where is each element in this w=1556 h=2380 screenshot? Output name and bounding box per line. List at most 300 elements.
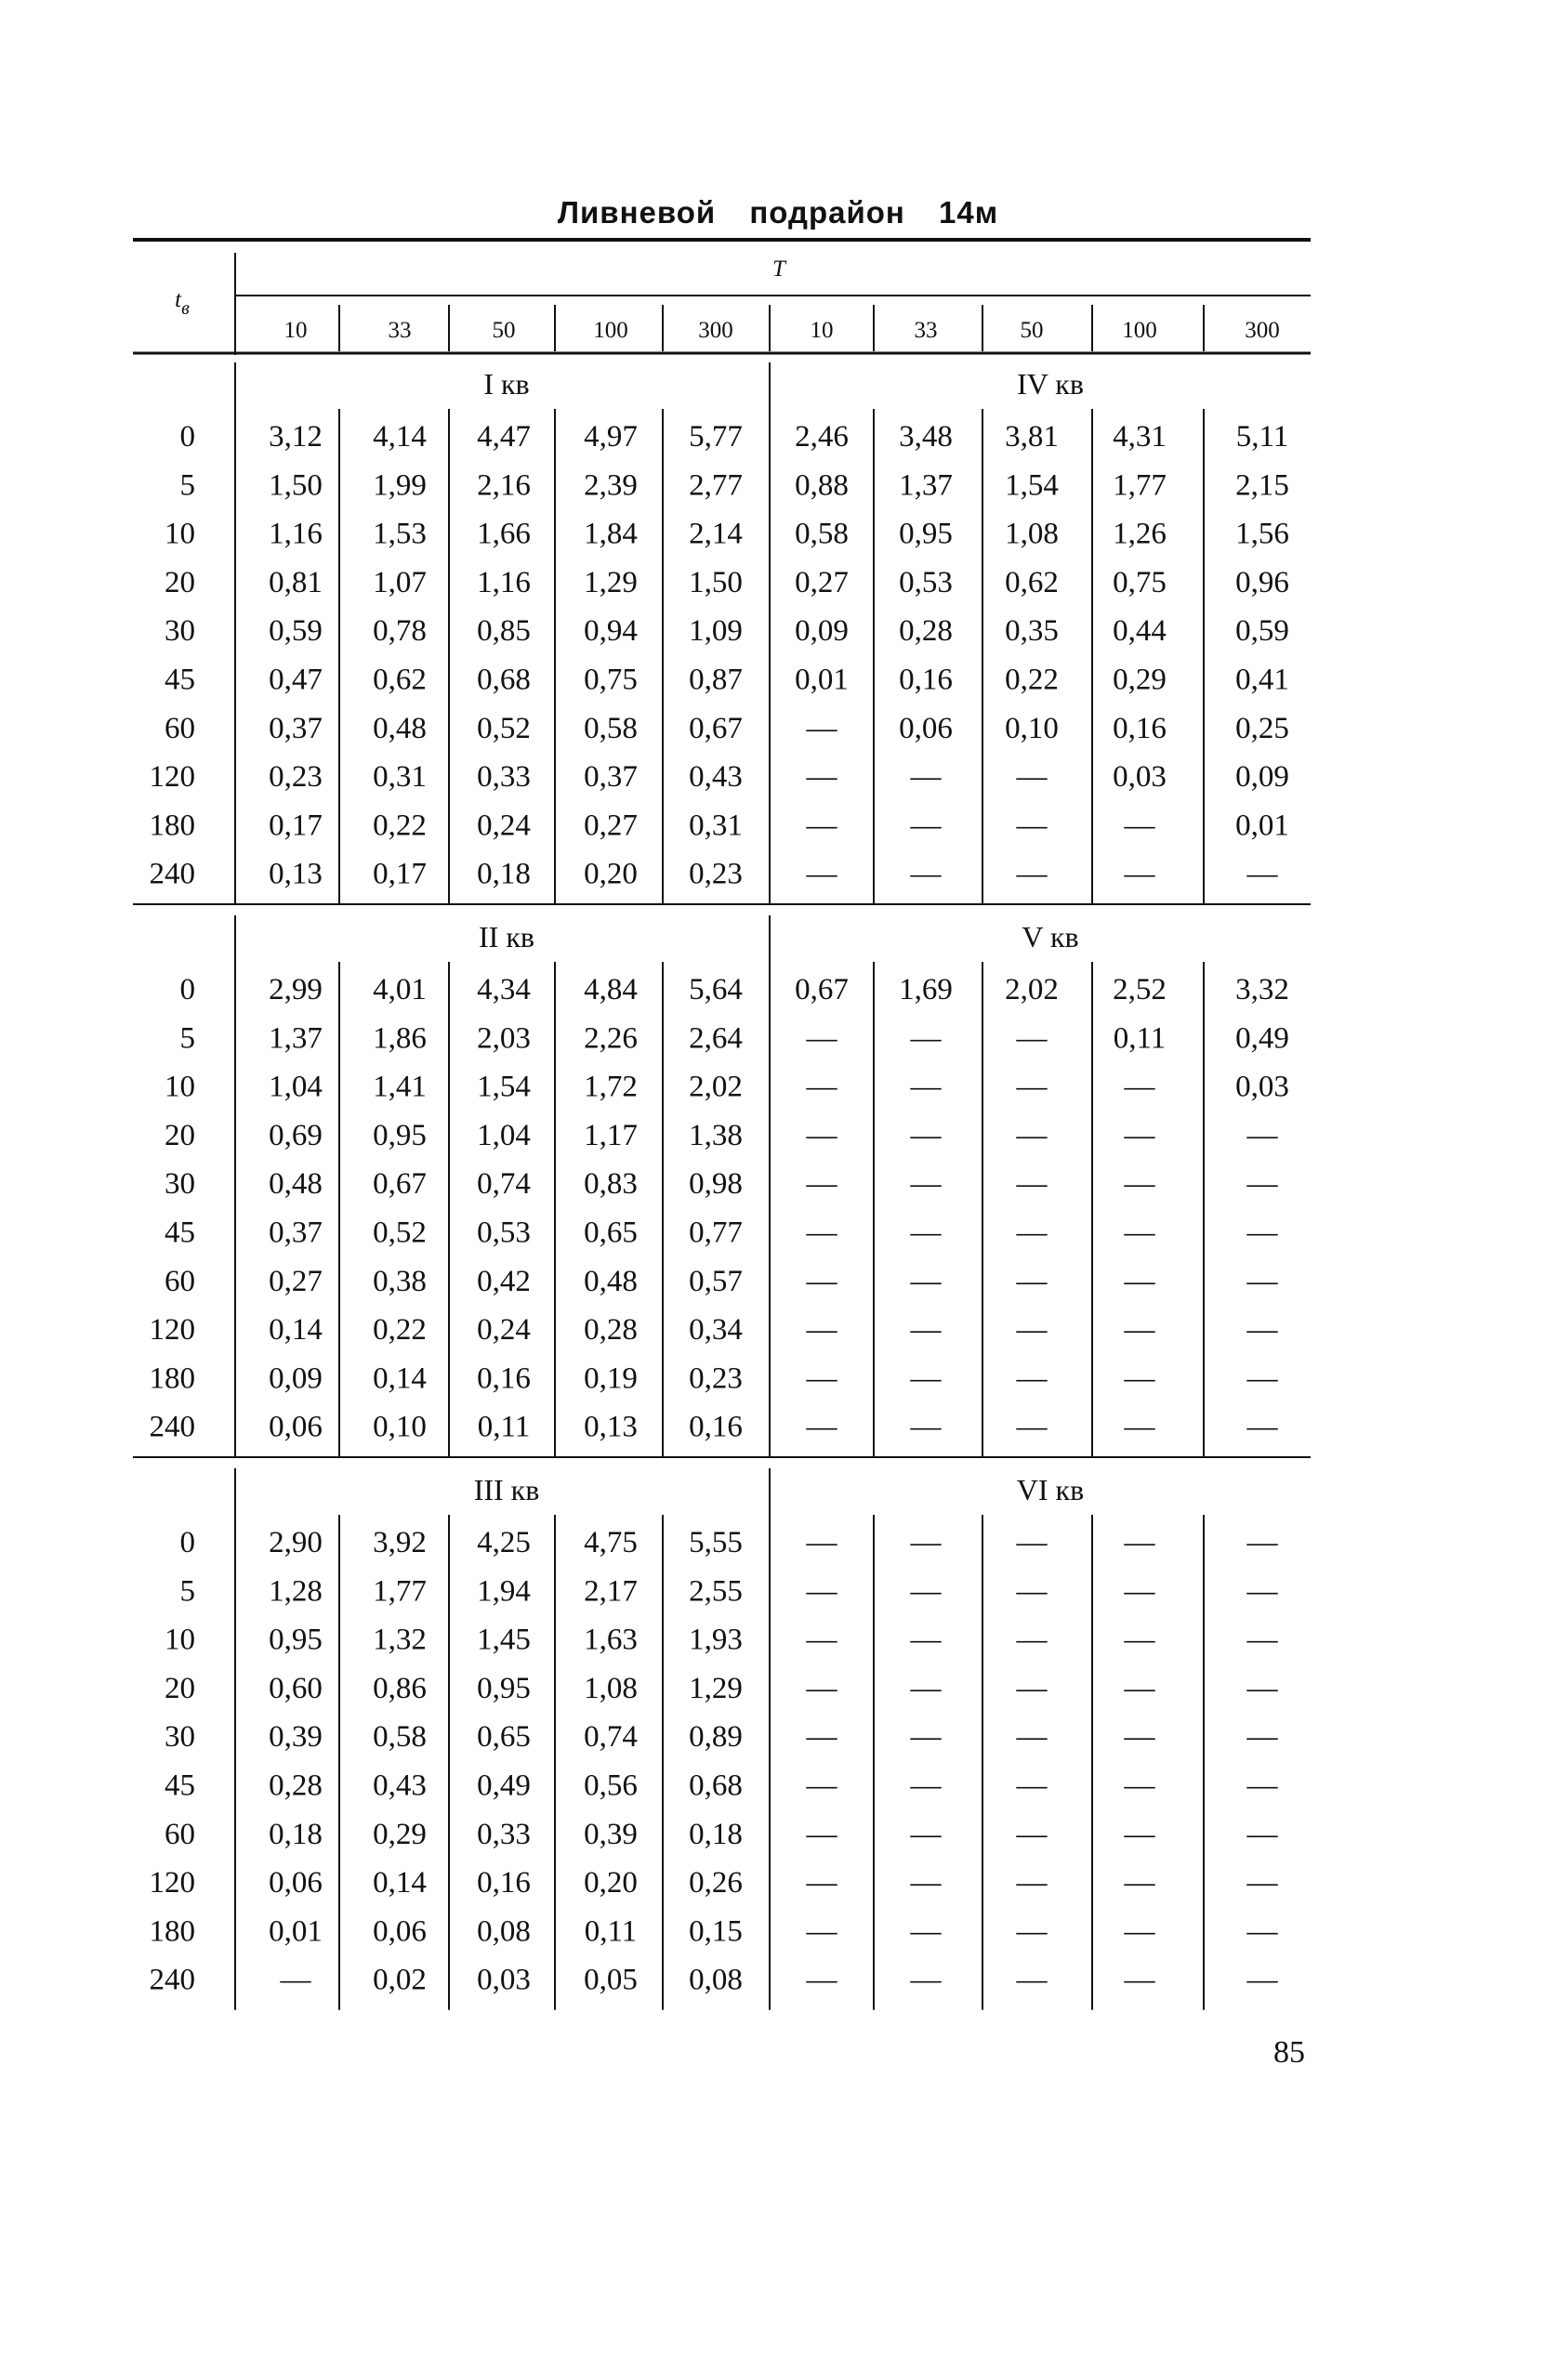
- row-label: 10: [165, 1070, 195, 1104]
- table-cell: 0,58: [795, 517, 849, 551]
- table-cell: 0,06: [269, 1866, 323, 1900]
- table-cell: 0,41: [1235, 663, 1289, 697]
- table-cell: 2,99: [269, 973, 323, 1006]
- table-cell: —: [1246, 1167, 1278, 1202]
- table-cell: 0,26: [689, 1866, 743, 1900]
- table-cell: 0,95: [373, 1118, 427, 1152]
- table-cell: 1,54: [1005, 468, 1059, 503]
- table-cell: 0,56: [584, 1769, 638, 1803]
- table-cell: —: [1016, 1361, 1048, 1396]
- table-cell: —: [910, 857, 942, 891]
- table-cell: —: [910, 1914, 942, 1949]
- row-label-header: $t_в$: [175, 287, 190, 319]
- table-cell: —: [1246, 857, 1278, 891]
- table-body: [150, 367, 1289, 1997]
- table-cell: —: [1246, 1216, 1278, 1250]
- table-cell: 1,54: [477, 1070, 531, 1104]
- table-cell: —: [1246, 1264, 1278, 1298]
- table-cell: —: [1124, 1216, 1155, 1250]
- table-cell: 3,81: [1005, 420, 1059, 454]
- table-cell: —: [1016, 1264, 1048, 1298]
- table-cell: 1,41: [373, 1070, 427, 1104]
- table-cell: —: [1124, 1118, 1155, 1152]
- table-cell: 0,35: [1005, 614, 1059, 649]
- table-cell: 0,87: [689, 663, 743, 697]
- table-cell: 0,81: [269, 565, 323, 599]
- table-cell: —: [1124, 857, 1155, 891]
- table-cell: 1,77: [373, 1574, 427, 1609]
- table-cell: 0,05: [584, 1963, 638, 1997]
- table-cell: 0,48: [584, 1264, 638, 1298]
- table-cell: —: [1124, 1410, 1155, 1444]
- table-cell: 0,94: [584, 614, 638, 649]
- table-cell: 2,02: [1005, 973, 1059, 1006]
- table-cell: —: [1016, 1817, 1048, 1851]
- table-cell: 3,92: [373, 1526, 427, 1559]
- table-cell: 0,18: [269, 1817, 323, 1851]
- table-cell: 0,18: [477, 857, 531, 891]
- table-cell: —: [1124, 1963, 1155, 1997]
- table-cell: 0,22: [373, 809, 427, 843]
- table-cell: —: [910, 1410, 942, 1444]
- table-cell: —: [1124, 1720, 1155, 1755]
- table-cell: —: [1016, 1526, 1048, 1559]
- table-cell: 1,28: [269, 1574, 323, 1609]
- table-cell: 1,04: [477, 1118, 531, 1152]
- table-cell: —: [806, 1361, 837, 1396]
- table-cell: —: [910, 1021, 942, 1056]
- table-cell: 0,88: [795, 468, 849, 503]
- table-cell: 0,17: [269, 809, 323, 843]
- table-cell: 0,13: [269, 857, 323, 891]
- table-cell: —: [806, 1963, 837, 1997]
- table-cell: 5,77: [689, 420, 743, 454]
- table-cell: 1,99: [373, 468, 427, 503]
- table-cell: 1,69: [899, 973, 953, 1006]
- row-label: 30: [165, 1167, 195, 1202]
- table-cell: —: [1016, 1216, 1048, 1250]
- row-label: 180: [149, 1914, 195, 1949]
- table-cell: 0,09: [269, 1361, 323, 1396]
- table-cell: 0,23: [689, 857, 743, 891]
- row-label: 240: [149, 1410, 195, 1444]
- table-cell: 0,14: [373, 1361, 427, 1396]
- table-cell: 1,84: [584, 517, 638, 551]
- table-cell: —: [806, 1671, 837, 1705]
- table-cell: —: [910, 1769, 942, 1803]
- table-cell: —: [806, 857, 837, 891]
- table-cell: 0,22: [373, 1313, 427, 1348]
- table-cell: —: [1124, 1866, 1155, 1900]
- table-cell: 0,49: [477, 1769, 531, 1803]
- table-cell: —: [1124, 1264, 1155, 1298]
- table-cell: 1,93: [689, 1623, 743, 1657]
- row-label: 30: [165, 614, 195, 649]
- table-cell: 0,37: [269, 711, 323, 745]
- table-cell: 3,12: [269, 420, 323, 454]
- table-cell: 0,58: [584, 711, 638, 745]
- table-cell: 4,47: [477, 420, 531, 454]
- table-cell: 1,04: [269, 1070, 323, 1104]
- table-cell: 0,48: [269, 1167, 323, 1202]
- table-cell: 0,48: [373, 711, 427, 745]
- table-cell: 2,55: [689, 1574, 743, 1609]
- table-cell: 0,25: [1235, 711, 1289, 745]
- table-cell: 2,16: [477, 468, 531, 503]
- row-label: 10: [165, 1623, 195, 1657]
- table-cell: 0,65: [584, 1216, 638, 1250]
- table-cell: —: [1246, 1817, 1278, 1851]
- table-cell: —: [1124, 809, 1155, 843]
- table-cell: —: [1016, 1769, 1048, 1803]
- section-label-right: V кв: [1022, 920, 1079, 953]
- row-label: 5: [179, 1021, 195, 1056]
- column-header-period: 10: [284, 318, 308, 343]
- table-cell: 2,39: [584, 468, 638, 503]
- table-cell: 0,33: [477, 1817, 531, 1851]
- table-cell: 0,29: [1113, 663, 1167, 697]
- column-header-period: 100: [593, 318, 628, 343]
- table-cell: —: [806, 1914, 837, 1949]
- row-label: 10: [165, 517, 195, 551]
- table-cell: —: [910, 1817, 942, 1851]
- table-cell: —: [806, 1313, 837, 1348]
- table-cell: —: [1246, 1410, 1278, 1444]
- table-cell: 0,75: [584, 663, 638, 697]
- table-cell: 0,08: [477, 1914, 531, 1949]
- table-cell: 0,27: [584, 809, 638, 843]
- table-cell: 0,08: [689, 1963, 743, 1997]
- table-cell: —: [910, 1623, 942, 1657]
- table-cell: 0,65: [477, 1720, 531, 1755]
- table-cell: —: [1246, 1720, 1278, 1755]
- table-cell: 0,02: [373, 1963, 427, 1997]
- table-cell: —: [1016, 1021, 1048, 1056]
- table-cell: —: [806, 1769, 837, 1803]
- table-cell: 0,37: [269, 1216, 323, 1250]
- table-cell: 2,17: [584, 1574, 638, 1609]
- table-cell: —: [1016, 760, 1048, 795]
- table-cell: 0,98: [689, 1167, 743, 1202]
- table-cell: 4,25: [477, 1526, 531, 1559]
- table-cell: 0,31: [689, 809, 743, 843]
- table-cell: 2,15: [1235, 468, 1289, 503]
- row-label: 20: [165, 1671, 195, 1705]
- table-cell: 1,66: [477, 517, 531, 551]
- table-cell: 0,85: [477, 614, 531, 649]
- table-cell: —: [806, 1623, 837, 1657]
- table-cell: 1,50: [689, 565, 743, 599]
- table-cell: 0,52: [477, 711, 531, 745]
- table-cell: 0,20: [584, 857, 638, 891]
- table-cell: 0,18: [689, 1817, 743, 1851]
- table-cell: —: [1016, 1574, 1048, 1609]
- table-cell: 2,03: [477, 1021, 531, 1056]
- table-cell: —: [1124, 1167, 1155, 1202]
- table-cell: —: [806, 1410, 837, 1444]
- table-cell: 1,32: [373, 1623, 427, 1657]
- table-cell: 0,06: [269, 1410, 323, 1444]
- column-header-period: 300: [1245, 318, 1280, 343]
- table-cell: —: [1016, 1720, 1048, 1755]
- table-cell: —: [1246, 1118, 1278, 1152]
- table-cell: 2,46: [795, 420, 849, 454]
- table-cell: 5,11: [1235, 420, 1289, 454]
- table-cell: —: [910, 1167, 942, 1202]
- table-cell: —: [1246, 1623, 1278, 1657]
- table-cell: 0,11: [1113, 1021, 1167, 1056]
- table-cell: —: [1124, 1526, 1155, 1559]
- table-cell: 0,14: [269, 1313, 323, 1348]
- table-cell: —: [1016, 857, 1048, 891]
- table-cell: —: [1246, 1574, 1278, 1609]
- table-cell: —: [806, 1021, 837, 1056]
- table-cell: 0,16: [1113, 711, 1167, 745]
- table-cell: —: [1016, 1671, 1048, 1705]
- table-cell: —: [1016, 1866, 1048, 1900]
- table-cell: —: [910, 1361, 942, 1396]
- table-cell: 1,16: [269, 517, 323, 551]
- row-label: 0: [179, 973, 195, 1006]
- row-label: 120: [149, 760, 195, 795]
- table-cell: 0,77: [689, 1216, 743, 1250]
- table-cell: —: [806, 711, 837, 745]
- table-cell: —: [806, 1866, 837, 1900]
- table-cell: 0,67: [689, 711, 743, 745]
- table-cell: 1,17: [584, 1118, 638, 1152]
- row-label: 5: [179, 1574, 195, 1609]
- table-cell: 0,06: [373, 1914, 427, 1949]
- table-cell: 0,67: [795, 973, 849, 1006]
- table-cell: —: [806, 1216, 837, 1250]
- table-cell: 1,26: [1113, 517, 1167, 551]
- table-cell: —: [910, 1118, 942, 1152]
- table-cell: —: [1016, 1313, 1048, 1348]
- table-cell: —: [1246, 1963, 1278, 1997]
- table-cell: 0,34: [689, 1313, 743, 1348]
- table-cell: 0,68: [689, 1769, 743, 1803]
- table-cell: 0,19: [584, 1361, 638, 1396]
- table-cell: —: [1124, 1623, 1155, 1657]
- table-cell: 4,84: [584, 973, 638, 1006]
- table-cell: 0,62: [373, 663, 427, 697]
- table-cell: 1,86: [373, 1021, 427, 1056]
- table-cell: 0,28: [584, 1313, 638, 1348]
- table-cell: 0,03: [1235, 1070, 1289, 1104]
- table-cell: —: [806, 760, 837, 795]
- table-cell: —: [1124, 1769, 1155, 1803]
- column-header-period: 33: [388, 318, 412, 343]
- row-label: 120: [149, 1866, 195, 1900]
- table-cell: 3,48: [899, 420, 953, 454]
- table-cell: —: [806, 1720, 837, 1755]
- table-cell: 0,37: [584, 760, 638, 795]
- table-cell: 2,90: [269, 1526, 323, 1559]
- page-number: 85: [1273, 2035, 1305, 2070]
- table-cell: —: [1016, 1914, 1048, 1949]
- table-cell: —: [806, 1070, 837, 1104]
- table-cell: 0,89: [689, 1720, 743, 1755]
- table-cell: 2,14: [689, 517, 743, 551]
- table-cell: —: [910, 1720, 942, 1755]
- table-cell: 0,16: [689, 1410, 743, 1444]
- table-cell: 5,64: [689, 973, 743, 1006]
- table-cell: —: [1016, 1118, 1048, 1152]
- row-label: 60: [165, 1264, 195, 1298]
- table-cell: 0,14: [373, 1866, 427, 1900]
- table-cell: 0,16: [477, 1866, 531, 1900]
- table-cell: —: [806, 1118, 837, 1152]
- row-label: 180: [149, 809, 195, 843]
- table-cell: —: [910, 1526, 942, 1559]
- table-cell: 0,43: [689, 760, 743, 795]
- table-cell: 0,53: [477, 1216, 531, 1250]
- table-cell: —: [1016, 1410, 1048, 1444]
- table-cell: —: [1246, 1671, 1278, 1705]
- table-cell: 0,15: [689, 1914, 743, 1949]
- table-cell: 0,01: [795, 663, 849, 697]
- column-header-period: 50: [1020, 318, 1044, 343]
- table-cell: 1,45: [477, 1623, 531, 1657]
- table-cell: 0,11: [584, 1914, 638, 1949]
- table-cell: 0,39: [269, 1720, 323, 1755]
- table-cell: 1,37: [269, 1021, 323, 1056]
- table-cell: 2,26: [584, 1021, 638, 1056]
- table-cell: 0,86: [373, 1671, 427, 1705]
- column-header-period: 10: [810, 318, 834, 343]
- table-cell: 0,67: [373, 1167, 427, 1202]
- column-header-period: 100: [1122, 318, 1157, 343]
- table-cell: —: [1016, 809, 1048, 843]
- table-cell: 4,97: [584, 420, 638, 454]
- table-cell: 0,27: [795, 565, 849, 599]
- row-label: 45: [165, 1769, 195, 1803]
- table-cell: 1,50: [269, 468, 323, 503]
- table-cell: 1,08: [1005, 517, 1059, 551]
- table-cell: 0,16: [899, 663, 953, 697]
- period-group-header: T: [772, 256, 785, 282]
- table-cell: 1,63: [584, 1623, 638, 1657]
- row-label: 45: [165, 663, 195, 697]
- table-cell: 1,09: [689, 614, 743, 649]
- table-cell: 5,55: [689, 1526, 743, 1559]
- table-cell: 0,49: [1235, 1021, 1289, 1056]
- table-cell: —: [1246, 1914, 1278, 1949]
- table-cell: 0,01: [1235, 809, 1289, 843]
- table-cell: 4,31: [1113, 420, 1167, 454]
- table-cell: 0,28: [899, 614, 953, 649]
- table-cell: 0,09: [795, 614, 849, 649]
- column-header-period: 300: [698, 318, 733, 343]
- table-cell: 0,16: [477, 1361, 531, 1396]
- column-header-period: 50: [492, 318, 516, 343]
- table-cell: —: [1124, 1914, 1155, 1949]
- table-cell: 4,14: [373, 420, 427, 454]
- table-cell: —: [910, 1264, 942, 1298]
- table-cell: —: [806, 1817, 837, 1851]
- table-cell: —: [1246, 1313, 1278, 1348]
- table-cell: —: [1124, 1313, 1155, 1348]
- table-cell: 1,53: [373, 517, 427, 551]
- table-cell: 0,53: [899, 565, 953, 599]
- table-cell: 1,37: [899, 468, 953, 503]
- table-cell: —: [1124, 1070, 1155, 1104]
- table-cell: 1,38: [689, 1118, 743, 1152]
- row-label: 5: [179, 468, 195, 503]
- table-cell: —: [1124, 1574, 1155, 1609]
- table-cell: 0,75: [1113, 565, 1167, 599]
- row-label: 20: [165, 1118, 195, 1152]
- table-cell: 0,23: [269, 760, 323, 795]
- table-cell: 0,24: [477, 1313, 531, 1348]
- table-cell: —: [1246, 1769, 1278, 1803]
- table-header: [175, 256, 1280, 343]
- table-cell: —: [1016, 1167, 1048, 1202]
- row-label: 120: [149, 1313, 195, 1348]
- table-cell: 4,01: [373, 973, 427, 1006]
- table-cell: 0,44: [1113, 614, 1167, 649]
- table-cell: 0,09: [1235, 760, 1289, 795]
- table-cell: 1,29: [689, 1671, 743, 1705]
- section-label-left: III кв: [473, 1473, 540, 1506]
- table-cell: 1,29: [584, 565, 638, 599]
- table-cell: 0,74: [477, 1167, 531, 1202]
- table-cell: 4,34: [477, 973, 531, 1006]
- table-cell: 0,20: [584, 1866, 638, 1900]
- row-label: 180: [149, 1361, 195, 1396]
- row-label: 0: [179, 420, 195, 454]
- section-label-right: VI кв: [1016, 1473, 1085, 1506]
- table-cell: 0,28: [269, 1769, 323, 1803]
- table-cell: 2,64: [689, 1021, 743, 1056]
- table-cell: 1,72: [584, 1070, 638, 1104]
- table-cell: 0,57: [689, 1264, 743, 1298]
- row-label: 30: [165, 1720, 195, 1755]
- table-cell: 0,95: [477, 1671, 531, 1705]
- table-cell: 0,10: [1005, 711, 1059, 745]
- table-cell: —: [910, 1574, 942, 1609]
- table-cell: —: [1124, 1361, 1155, 1396]
- table-cell: 2,52: [1113, 973, 1167, 1006]
- table-cell: 0,59: [269, 614, 323, 649]
- table-cell: —: [910, 1963, 942, 1997]
- table-cell: 0,52: [373, 1216, 427, 1250]
- table-cell: 0,39: [584, 1817, 638, 1851]
- table-cell: 0,47: [269, 663, 323, 697]
- table-cell: 0,95: [269, 1623, 323, 1657]
- table-cell: 0,42: [477, 1264, 531, 1298]
- row-label: 60: [165, 1817, 195, 1851]
- table-cell: 0,83: [584, 1167, 638, 1202]
- table-cell: —: [1124, 1817, 1155, 1851]
- table-cell: 0,62: [1005, 565, 1059, 599]
- table-cell: —: [910, 809, 942, 843]
- table-cell: 0,22: [1005, 663, 1059, 697]
- table-cell: —: [1016, 1963, 1048, 1997]
- table-cell: 0,69: [269, 1118, 323, 1152]
- table-cell: 0,01: [269, 1914, 323, 1949]
- table-cell: 0,60: [269, 1671, 323, 1705]
- table-cell: —: [910, 1671, 942, 1705]
- table-cell: —: [910, 1216, 942, 1250]
- table-cell: —: [806, 1574, 837, 1609]
- table-cell: —: [1124, 1671, 1155, 1705]
- table-cell: 0,58: [373, 1720, 427, 1755]
- table-cell: 0,78: [373, 614, 427, 649]
- table-cell: 1,07: [373, 565, 427, 599]
- table-cell: 3,32: [1235, 973, 1289, 1006]
- table-cell: 0,59: [1235, 614, 1289, 649]
